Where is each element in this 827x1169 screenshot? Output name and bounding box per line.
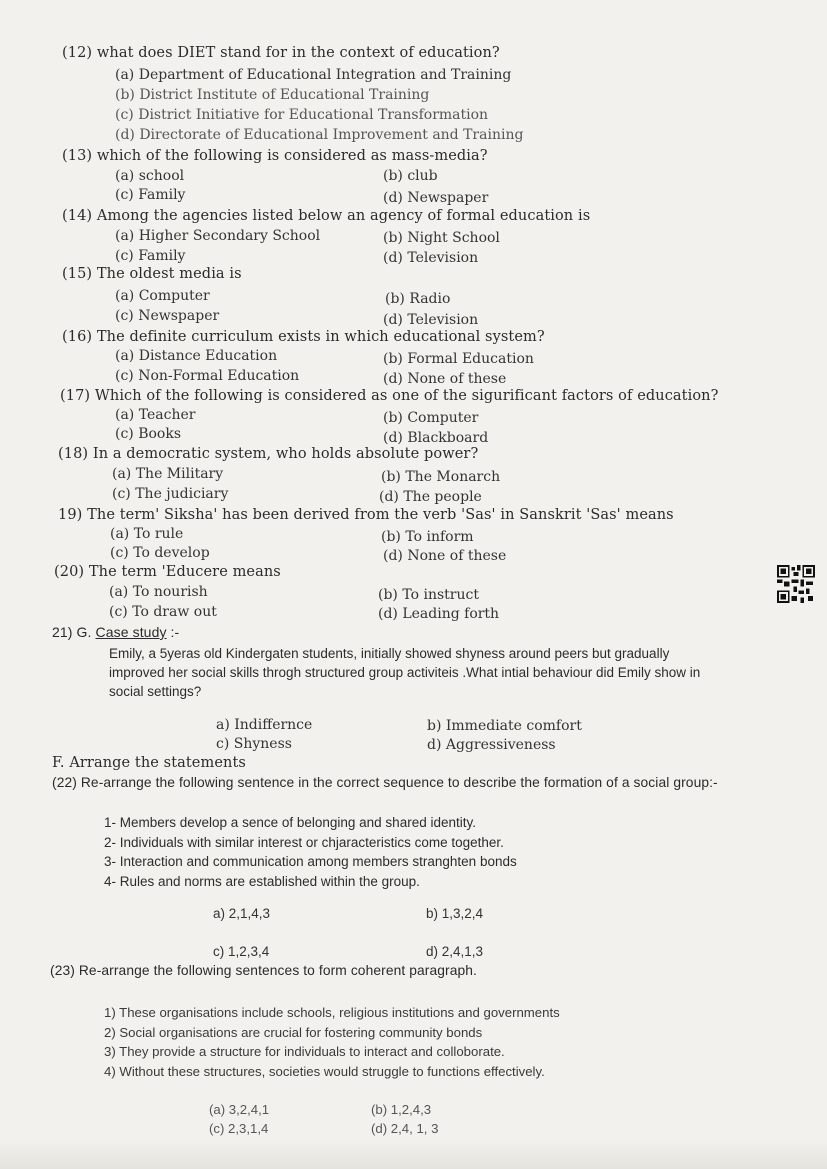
q21-line-1: Emily, a 5yeras old Kindergaten students, initially showed shyness around peers but gradually (109, 646, 670, 661)
q23-option-b: (b) 1,2,4,3 (371, 1102, 432, 1117)
q21-heading (52, 624, 179, 640)
q16-option-c: (c) Non-Formal Education (115, 368, 300, 384)
q21-option-d: d) Aggressiveness (427, 737, 556, 753)
q15-option-d: (d) Television (383, 312, 479, 328)
q22-statement-3: 3- Interaction and communication among members stranghten bonds (104, 854, 517, 869)
q14-option-a: (a) Higher Secondary School (115, 228, 321, 244)
q19-option-c: (c) To develop (110, 545, 210, 561)
q19-option-b: (b) To inform (381, 529, 474, 545)
section-f-heading: F. Arrange the statements (52, 755, 246, 771)
q17-option-b: (b) Computer (383, 410, 479, 426)
q18-question: (18) In a democratic system, who holds absolute power? (58, 446, 479, 462)
q20-option-d: (d) Leading forth (378, 606, 500, 622)
q23-option-c: (c) 2,3,1,4 (209, 1121, 269, 1136)
q21-option-c: c) Shyness (216, 736, 292, 752)
q23-statement-3: 3) They provide a structure for individuals to interact and colloborate. (104, 1044, 505, 1059)
q21-option-a: a) Indiffernce (216, 717, 313, 733)
q21-option-b: b) Immediate comfort (427, 718, 582, 734)
q20-question: (20) The term 'Educere means (54, 564, 281, 580)
q14-option-d: (d) Television (383, 250, 479, 266)
q18-option-c: (c) The judiciary (112, 486, 229, 502)
q19-option-a: (a) To rule (110, 526, 184, 542)
q21-line-3: social settings? (109, 684, 202, 699)
q22-statement-1: 1- Members develop a sence of belonging and shared identity. (104, 815, 476, 830)
q21-suffix: :- (166, 624, 180, 640)
q21-prefix: 21) G. (52, 624, 92, 640)
q18-option-d: (d) The people (379, 489, 482, 505)
q23-statement-4: 4) Without these structures, societies would struggle to functions effectively. (104, 1063, 545, 1079)
q13-option-c: (c) Family (115, 187, 186, 203)
q23-statements (104, 1003, 560, 1081)
q21-case-study-label: Case study (95, 624, 167, 640)
q20-option-a: (a) To nourish (109, 584, 208, 600)
q16-option-d: (d) None of these (383, 371, 507, 387)
q22-option-d: d) 2,4,1,3 (426, 944, 484, 959)
q22-question: (22) Re-arrange the following sentence in the correct sequence to describe the formation of a social group:- (52, 775, 718, 790)
q13-option-a: (a) school (115, 168, 185, 184)
q16-option-b: (b) Formal Education (383, 351, 534, 367)
q21-line-2: improved her social skills throgh structured group activiteis .What intial behaviour did Emily show in (109, 665, 701, 680)
q15-option-a: (a) Computer (115, 288, 210, 304)
q12-option-c: (c) District Initiative for Educational Transformation (115, 107, 489, 123)
q23-option-d: (d) 2,4, 1, 3 (371, 1121, 439, 1136)
q13-question: (13) which of the following is considered as mass-media? (62, 148, 488, 164)
q22-option-b: b) 1,3,2,4 (426, 906, 484, 921)
q12-question: (12) what does DIET stand for in the context of education? (62, 45, 500, 61)
q23-statement-2: 2) Social organisations are crucial for fostering community bonds (104, 1024, 483, 1040)
q23-statement-1: 1) These organisations include schools, religious institutions and governments (104, 1005, 560, 1020)
q19-question: 19) The term' Siksha' has been derived from the verb 'Sas' in Sanskrit 'Sas' means (58, 507, 674, 523)
q18-option-a: (a) The Military (112, 466, 224, 482)
q15-option-c: (c) Newspaper (115, 308, 220, 324)
q16-question: (16) The definite curriculum exists in which educational system? (62, 329, 545, 345)
q19-option-d: (d) None of these (383, 548, 507, 564)
q12-option-b: (b) District Institute of Educational Training (115, 87, 430, 103)
qr-code-icon (777, 565, 815, 603)
q17-option-d: (d) Blackboard (383, 430, 489, 446)
q17-question: (17) Which of the following is considered as one of the sigurificant factors of education? (60, 388, 719, 404)
q16-option-a: (a) Distance Education (115, 348, 278, 364)
q22-option-a: a) 2,1,4,3 (213, 906, 271, 921)
q14-option-b: (b) Night School (383, 230, 500, 246)
q20-option-c: (c) To draw out (109, 604, 217, 620)
q14-option-c: (c) Family (115, 248, 186, 264)
q15-question: (15) The oldest media is (62, 266, 242, 282)
q13-option-b: (b) club (383, 168, 438, 184)
q22-statement-4: 4- Rules and norms are established within the group. (104, 873, 420, 889)
q17-option-c: (c) Books (115, 426, 182, 442)
q13-option-d: (d) Newspaper (383, 190, 489, 206)
q22-option-c: c) 1,2,3,4 (213, 944, 270, 959)
q12-option-d: (d) Directorate of Educational Improvement and Training (115, 127, 524, 143)
q21-case-text (109, 644, 700, 701)
q23-question: (23) Re-arrange the following sentences to form coherent paragraph. (50, 963, 477, 978)
q22-statements (104, 813, 517, 891)
q20-option-b: (b) To instruct (378, 587, 479, 603)
page-bottom-shadow (0, 1140, 827, 1169)
q18-option-b: (b) The Monarch (381, 469, 501, 485)
q22-statement-2: 2- Individuals with similar interest or chjaracteristics come together. (104, 834, 504, 850)
q15-option-b: (b) Radio (385, 291, 451, 307)
q14-question: (14) Among the agencies listed below an agency of formal education is (62, 208, 591, 224)
q23-option-a: (a) 3,2,4,1 (209, 1102, 270, 1117)
q12-option-a: (a) Department of Educational Integration and Training (115, 67, 512, 83)
q17-option-a: (a) Teacher (115, 407, 196, 423)
